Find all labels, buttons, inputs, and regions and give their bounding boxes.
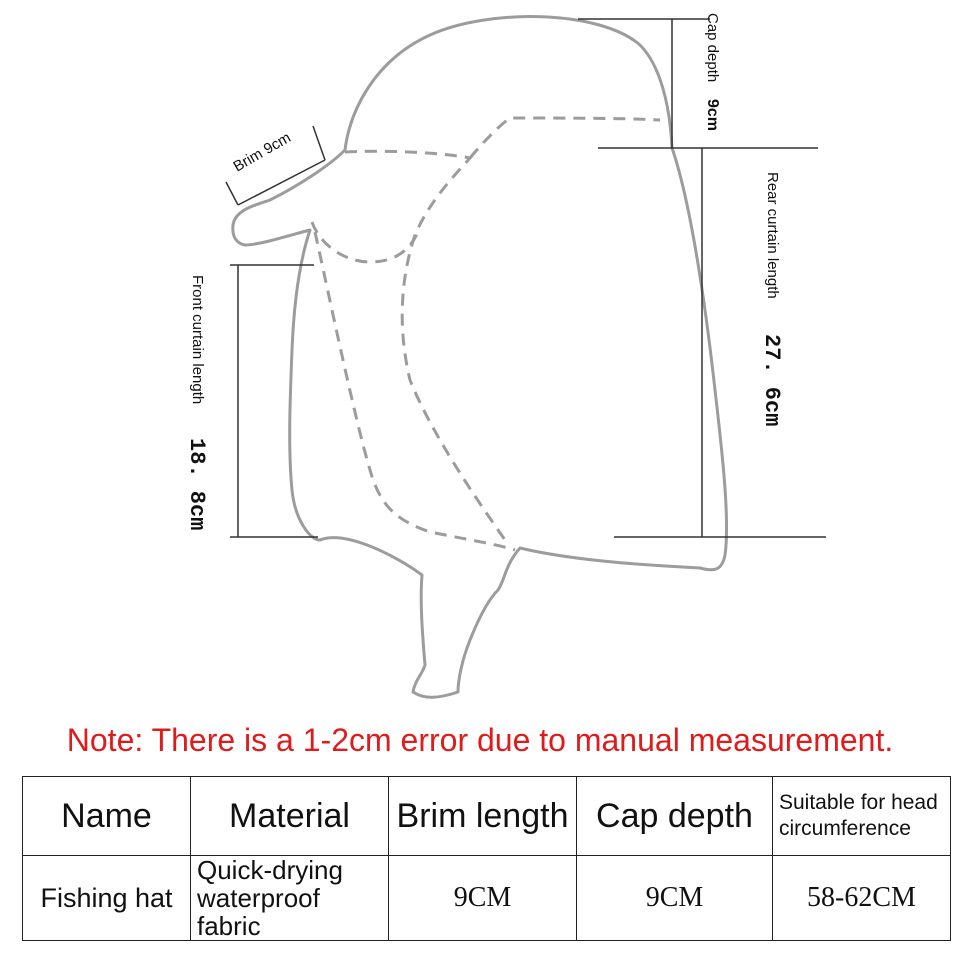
header-cap-depth: Cap depth: [577, 777, 773, 856]
table-header-row: [23, 777, 951, 856]
rear-curtain-label: [759, 172, 784, 426]
cell-material: [191, 856, 389, 941]
svg-text:9cm: 9cm: [704, 99, 721, 132]
cell-material-line2: waterproof fabric: [197, 883, 320, 941]
header-head-line1: Suitable for head: [779, 791, 938, 814]
dashed-side-seam: [402, 235, 505, 540]
dashed-brim-seam: [345, 151, 470, 235]
header-material: Material: [191, 777, 389, 856]
dashed-cap-seam: [470, 118, 660, 158]
svg-text:18. 8cm: 18. 8cm: [184, 438, 209, 531]
cell-head-circumference: 58-62CM: [773, 856, 951, 941]
svg-text:Front curtain length: Front curtain length: [189, 275, 206, 405]
hat-outline: [230, 17, 727, 698]
measurement-note: Note: There is a 1-2cm error due to manual measurement.: [66, 722, 894, 758]
header-brim-length: Brim length: [389, 777, 577, 856]
brim-dimension-tick: [313, 126, 325, 160]
header-name: Name: [23, 777, 191, 856]
front-curtain-label: [184, 275, 209, 530]
dashed-face-opening: [312, 222, 418, 262]
cap-depth-label: [704, 13, 721, 131]
cell-name: Fishing hat: [23, 856, 191, 941]
cell-material-line1: Quick-drying: [197, 855, 343, 885]
cell-cap-depth: 9CM: [577, 856, 773, 941]
header-head-line2: circumference: [779, 817, 911, 840]
svg-text:Cap depth: Cap depth: [704, 13, 721, 83]
brim-dimension-tick: [226, 182, 238, 205]
brim-label: Brim 9cm: [230, 129, 294, 176]
dashed-front-curtain-edge: [315, 232, 515, 550]
table-row: [23, 856, 951, 941]
header-head-circumference: [773, 777, 951, 856]
svg-text:Rear curtain length: Rear curtain length: [764, 172, 781, 299]
cell-brim-length: 9CM: [389, 856, 577, 941]
spec-table: [22, 776, 951, 941]
svg-text:27. 6cm: 27. 6cm: [759, 334, 784, 427]
